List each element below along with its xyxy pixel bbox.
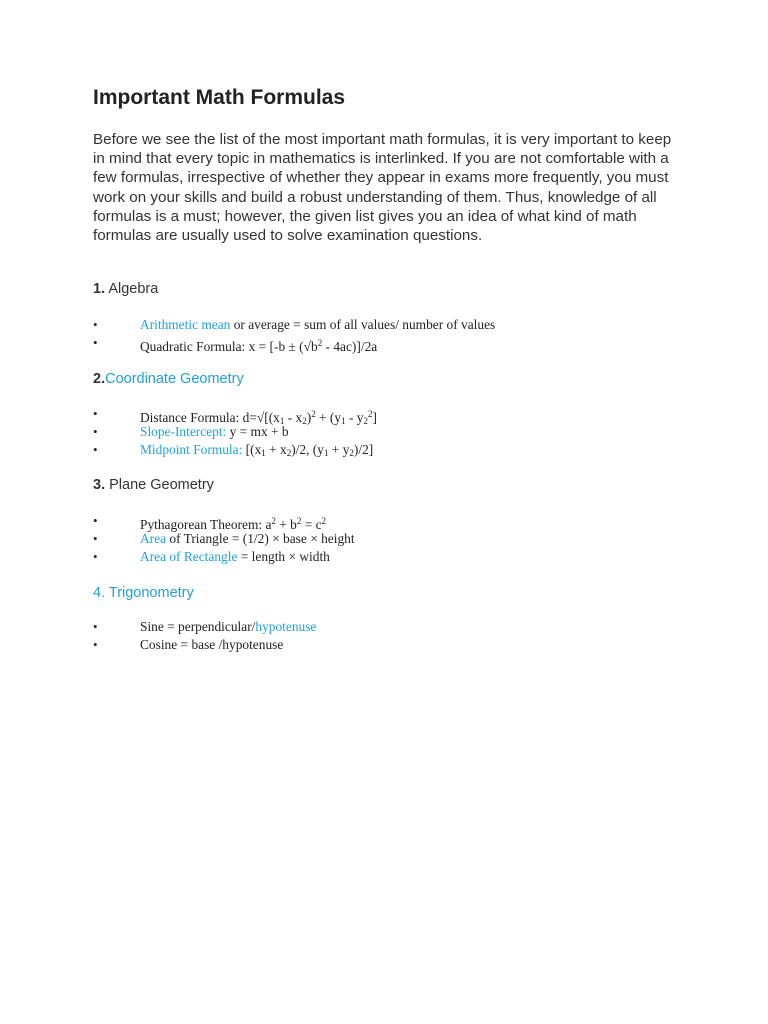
bullet: • [93,424,98,439]
bullet: • [93,513,98,528]
bullet: • [93,549,98,564]
formula-text: Cosine = base /hypotenuse [140,637,284,652]
list-item [93,405,377,426]
arithmetic-mean-link[interactable]: Arithmetic mean [140,317,231,332]
list-item [93,316,495,334]
section-heading-coordinate-geometry [93,371,244,387]
superscript: 2 [321,516,327,526]
list-item [93,530,355,548]
superscript: 2 [311,409,316,419]
superscript: 2 [296,516,302,526]
bullet: • [93,406,98,421]
formula-text: Quadratic Formula: x = [-b ± (√b [140,339,318,354]
list-item [93,441,377,459]
bullet: • [93,531,98,546]
formula-text: Distance Formula: d=√[(x [140,410,280,425]
superscript: 2 [271,516,276,526]
intro-paragraph: Before we see the list of the most important math formulas, it is very important to keep in mind that every topic in mathematics is interlinked. If you are not comfortable with a few formulas, irrespective of whether they appear in exams more frequently, you must work on your skills and build a robust understanding of them. Thus, knowledge of all formulas is a must; however, the given list gives you an idea of what kind of math formulas are usually used to solve examination questions. [93,131,672,245]
list-item [93,512,355,530]
area-of-rectangle-link[interactable]: Area of Rectangle [140,549,238,564]
formula-text: y = mx + b [226,424,289,439]
section-number: 4. [93,585,106,601]
formula-text: )/2] [353,442,374,457]
formula-text: - y [345,410,364,425]
slope-intercept-link[interactable]: Slope-Intercept: [140,424,227,439]
trigonometry-formula-list [93,618,316,654]
subscript: 1 [261,448,266,458]
hypotenuse-link[interactable]: hypotenuse [255,619,317,634]
subscript: 2 [286,448,292,458]
subscript: 2 [363,416,368,426]
formula-text: + b [275,517,297,532]
algebra-formula-list [93,316,495,352]
subscript: 2 [349,448,354,458]
formula-text: = c [301,517,322,532]
coordinate-geometry-formula-list [93,405,377,459]
formula-text: of Triangle = (1/2) × base × height [166,531,355,546]
formula-text: )/2, (y [291,442,324,457]
formula-text: Sine = perpendicular/ [140,619,256,634]
midpoint-formula-link[interactable]: Midpoint Formula: [140,442,243,457]
trigonometry-link[interactable]: Trigonometry [108,585,194,601]
list-item [93,423,377,441]
section-number: 3. [93,477,106,493]
formula-text: ) [306,410,312,425]
area-link[interactable]: Area [140,531,167,546]
formula-text: or average = sum of all values/ number of values [230,317,496,332]
bullet: • [93,619,98,634]
section-number: 2. [93,371,106,387]
list-item [93,548,355,566]
bullet: • [93,637,98,652]
formula-text: + x [265,442,287,457]
formula-text: ] [372,410,377,425]
formula-text: [(x [242,442,262,457]
bullet: • [93,317,98,332]
formula-text: Pythagorean Theorem: a [140,517,272,532]
bullet: • [93,442,98,457]
formula-text: = length × width [237,549,330,564]
section-heading-plane-geometry [93,477,214,493]
superscript: 2 [317,338,323,348]
superscript: 2 [367,409,373,419]
plane-geometry-formula-list [93,512,355,566]
subscript: 2 [302,416,307,426]
page-title: Important Math Formulas [93,86,346,109]
coordinate-geometry-link[interactable]: Coordinate Geometry [105,371,244,387]
formula-text: + y [328,442,350,457]
section-heading-algebra [93,281,158,297]
formula-text: - 4ac)]/2a [322,339,378,354]
formula-text: - x [284,410,303,425]
section-number: 1. [93,281,106,297]
section-heading-trigonometry [93,585,194,601]
bullet: • [93,335,98,350]
formula-text: + (y [315,410,342,425]
section-title: Algebra [108,281,159,297]
section-title: Plane Geometry [109,477,214,493]
list-item [93,334,495,352]
subscript: 1 [323,448,329,458]
list-item [93,636,316,654]
subscript: 1 [279,416,285,426]
list-item [93,618,316,636]
subscript: 1 [341,416,346,426]
